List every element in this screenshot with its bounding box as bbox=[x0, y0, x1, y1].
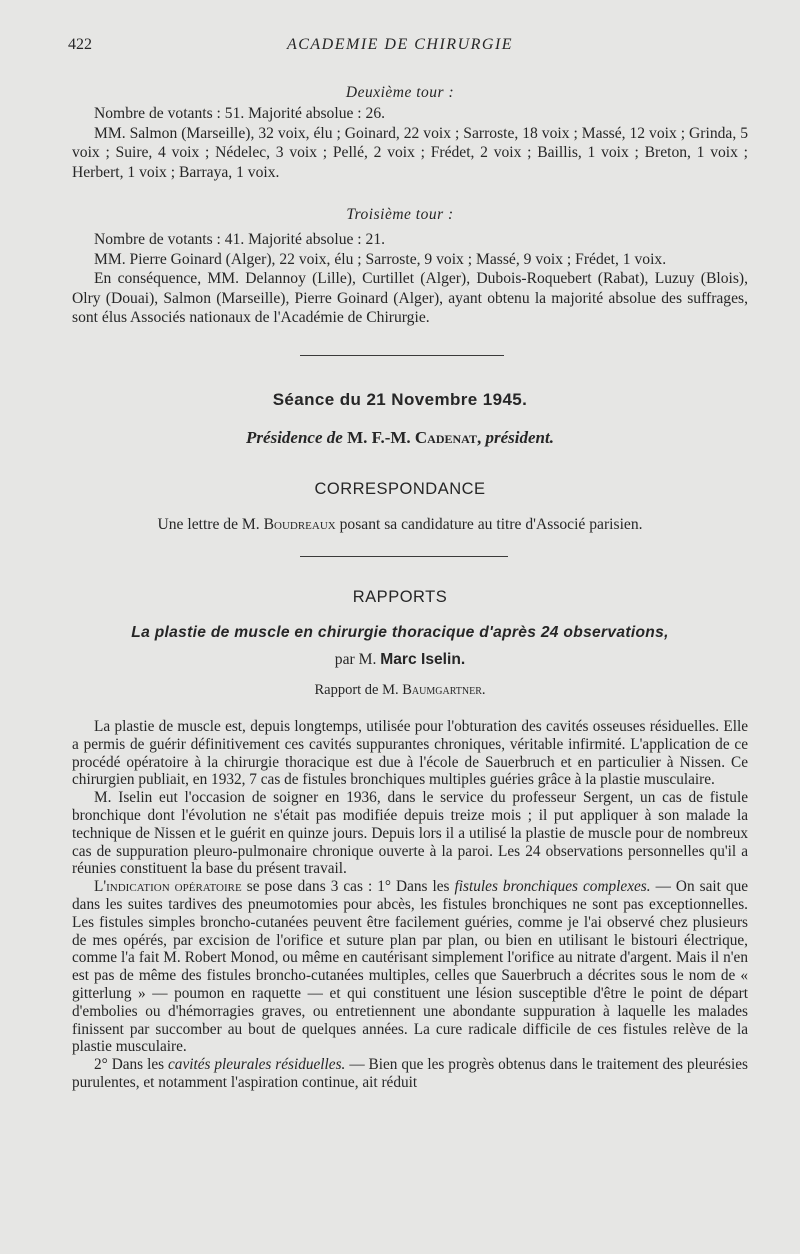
third-round-votes: Nombre de votants : 41. Majorité absolue : 21. bbox=[94, 231, 386, 248]
report-author: Marc Iselin. bbox=[380, 651, 466, 668]
second-round-results: MM. Salmon (Marseille), 32 voix, élu ; Goinard, 22 voix ; Sarroste, 18 voix ; Massé, 12 voix ; Grinda, 5 voix ; Suire, 4 voix ; Nédelec, 3 voix ; Pellé, 2 voix ; Frédet, 2 voix ; Baillis, 1 voix ; Breton, 1 voix ; Herbert, 1 voix ; Barraya, 1 voix. bbox=[72, 124, 748, 181]
correspondance-heading: CORRESPONDANCE bbox=[314, 480, 486, 498]
presidence-initials: M. F.-M. bbox=[347, 428, 411, 447]
presidence-name: Cadenat, bbox=[414, 428, 482, 447]
report-paragraph: M. Iselin eut l'occasion de soigner en 1936, dans le service du professeur Sergent, un cas de fistule bronchique dont l'évolution ne s'était pas modifiée depuis treize mois ; il put appliquer à son malade la technique de Nissen et le guérit en quinze jours. Depuis lors il a utilisé la plastie de muscle pour de nombreux cas de suppuration pleuro-pulmonaire chronique ouverte à la paroi. Les 24 observations personnelles qu'il a réunies constituent la base du présent travail. bbox=[72, 789, 748, 878]
third-round-block bbox=[72, 230, 748, 328]
presidence-role: président. bbox=[485, 428, 554, 447]
third-round-title: Troisième tour : bbox=[346, 206, 454, 223]
report-by-prefix: par M. bbox=[334, 651, 377, 668]
correspondance-before: Une lettre de M. bbox=[157, 516, 260, 533]
report-italic: fistules bronchiques complexes. bbox=[454, 878, 651, 896]
report-text: — On sait que dans les suites tardives des pneumotomies pour abcès, les fistules bronchiques ne sont pas exceptionnelles. Les fistules simples broncho-cutanées peuvent être facilement guéries, comme je l'ai observé chez plusieurs de mes opérés, par excision de l'orifice et suture plan par plan, ou bien en utilisant le bistouri électrique, comme l'a fait M. Robert Monod, ou même en cautérisant simplement l'orifice au nitrate d'argent. Mais il n'en est pas de même des fistules broncho-cutanées multiples, celles que Sauerbruch a décrites sous le nom de « gitterlung » — poumon en raquette — et qui constituent une lésion susceptible d'être le point de départ d'embolies ou d'hémorragies graves, ou entretiennent une abondante suppuration à laquelle les malades finissent par succomber au bout de quelques années. La cure radicale difficile de ces fistules relève de la plastie musculaire. bbox=[72, 878, 749, 1056]
report-paragraph bbox=[72, 1056, 748, 1092]
seance-title: Séance du 21 Novembre 1945. bbox=[272, 390, 528, 409]
report-italic: cavités pleurales résiduelles. bbox=[168, 1056, 346, 1074]
correspondance-name: Boudreaux bbox=[263, 516, 336, 533]
reporter-name: Baumgartner. bbox=[402, 682, 486, 698]
rapports-heading: RAPPORTS bbox=[352, 588, 448, 606]
correspondance-after: posant sa candidature au titre d'Associé parisien. bbox=[339, 516, 643, 533]
reporter-prefix: Rapport de M. bbox=[314, 682, 399, 698]
divider bbox=[300, 556, 508, 557]
report-author-line bbox=[0, 651, 800, 669]
report-text: — Bien que les progrès obtenus dans le traitement des pleurésies purulentes, et notamment l'aspiration continue, ait réduit bbox=[72, 1056, 748, 1091]
report-paragraph: La plastie de muscle est, depuis longtemps, utilisée pour l'obturation des cavités osseuses résiduelles. Elle a permis de guérir définitivement ces cavités suppurantes chroniques, véritable infirmité. L'application de ce procédé opératoire à la chirurgie thoracique est due à l'école de Sauerbruch et en particulier à Nissen. Ce chirurgien publiait, en 1932, 7 cas de fistules bronchiques multiples guéries grâce à la plastie musculaire. bbox=[72, 718, 748, 789]
report-text: se pose dans 3 cas : 1° Dans les bbox=[246, 878, 450, 896]
election-conclusion: En conséquence, MM. Delannoy (Lille), Curtillet (Alger), Dubois-Roquebert (Rabat), Luzuy (Blois), Olry (Douai), Salmon (Marseille), Pierre Goinard (Alger), ayant obtenu la majorité absolue des suffrages, sont élus Associés nationaux de l'Académie de Chirurgie. bbox=[72, 270, 748, 327]
report-body bbox=[72, 718, 748, 1092]
page-number: 422 bbox=[68, 36, 92, 53]
divider bbox=[300, 355, 504, 356]
presidence-label: Présidence de bbox=[246, 428, 343, 447]
reporter-line bbox=[0, 682, 800, 699]
second-round-block bbox=[72, 104, 748, 182]
report-title: La plastie de muscle en chirurgie thoracique d'après 24 observations, bbox=[131, 624, 669, 641]
report-text: 2° Dans les bbox=[94, 1056, 165, 1074]
report-paragraph bbox=[72, 878, 748, 1056]
second-round-votes: Nombre de votants : 51. Majorité absolue : 26. bbox=[94, 105, 386, 122]
indication-label: L'indication opératoire bbox=[94, 878, 242, 896]
second-round-title: Deuxième tour : bbox=[345, 84, 455, 101]
running-title: ACADEMIE DE CHIRURGIE bbox=[286, 36, 514, 53]
page-header bbox=[0, 36, 800, 60]
third-round-results: MM. Pierre Goinard (Alger), 22 voix, élu ; Sarroste, 9 voix ; Massé, 9 voix ; Frédet, 1 voix. bbox=[94, 250, 667, 268]
presidence-line bbox=[0, 428, 800, 448]
correspondance-text bbox=[0, 516, 800, 534]
